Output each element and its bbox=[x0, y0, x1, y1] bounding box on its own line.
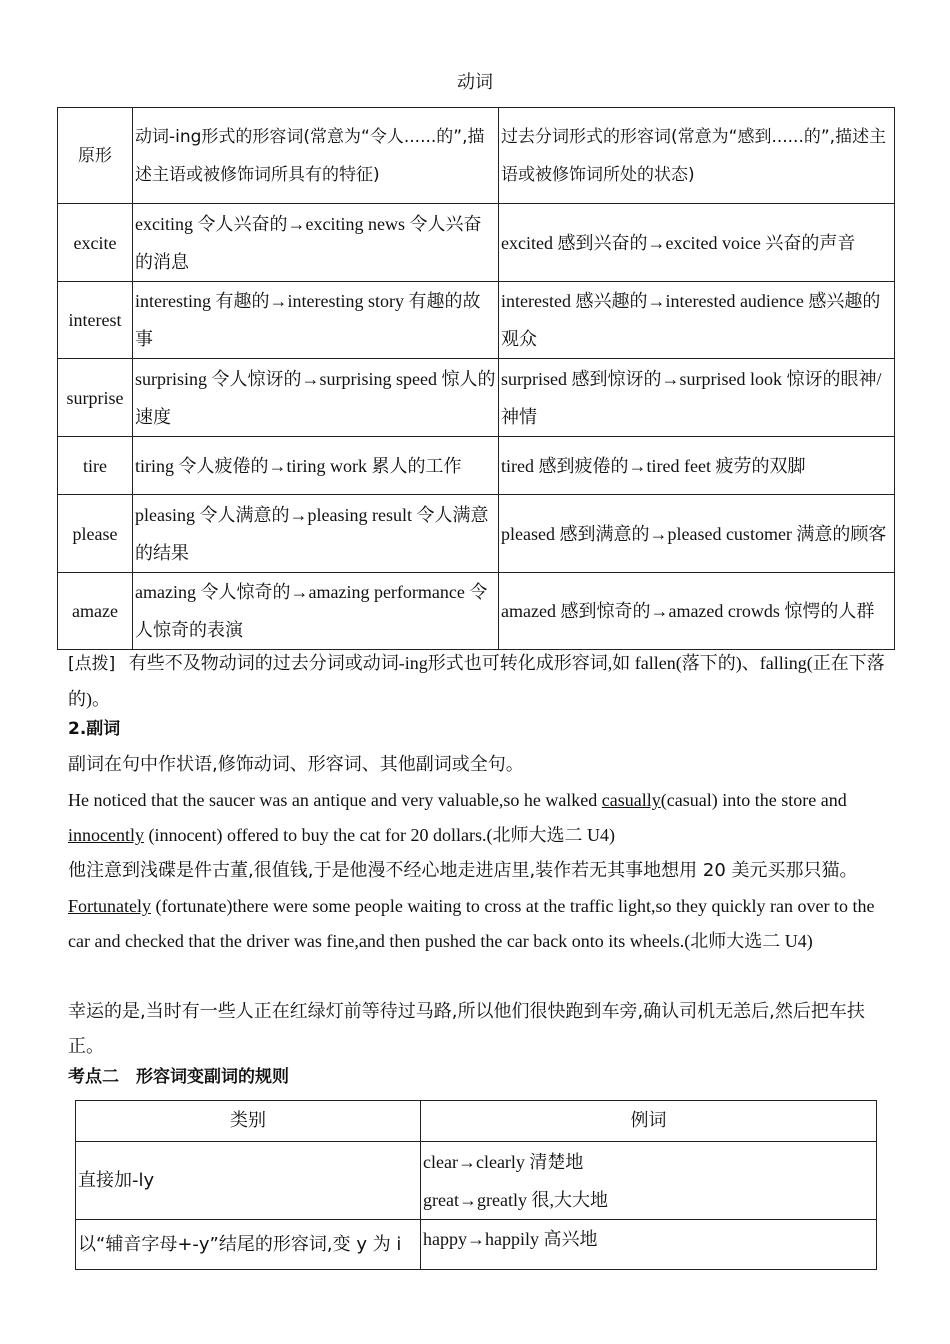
table-row bbox=[58, 204, 895, 282]
row-ed-example: amazed 感到惊奇的→amazed crowds 惊愕的人群 bbox=[499, 573, 895, 650]
row-ing-example: interesting 有趣的→interesting story 有趣的故事 bbox=[133, 282, 499, 359]
table-header-row bbox=[76, 1101, 877, 1142]
verb-adjective-table bbox=[57, 107, 895, 650]
rule-category: 直接加-ly bbox=[76, 1142, 421, 1220]
row-ing-example: amazing 令人惊奇的→amazing performance 令人惊奇的表演 bbox=[133, 573, 499, 650]
row-base-word: interest bbox=[58, 282, 133, 359]
table-header-row bbox=[58, 108, 895, 204]
page-title: 动词 bbox=[457, 72, 493, 93]
example2-text: (fortunate)there were some people waiting to cross at the traffic light,so they quickly ran over to the car and checked that the driver was fine,and then pushed the car back onto its wheels.(北师大选二 U4) bbox=[68, 896, 875, 951]
example1-text-a: He noticed that the saucer was an antique and very valuable,so he walked bbox=[68, 790, 602, 810]
tip-label: [点拨] bbox=[68, 654, 116, 674]
tip-paragraph bbox=[68, 646, 888, 717]
answer-blank-fortunately: Fortunately bbox=[68, 896, 151, 916]
header-category: 类别 bbox=[76, 1101, 421, 1142]
table-row bbox=[58, 495, 895, 573]
row-ing-example: tiring 令人疲倦的→tiring work 累人的工作 bbox=[133, 437, 499, 495]
kaodian-heading: 考点二 形容词变副词的规则 bbox=[68, 1067, 289, 1087]
adverb-definition: 副词在句中作状语,修饰动词、形容词、其他副词或全句。 bbox=[68, 754, 524, 775]
row-base-word: excite bbox=[58, 204, 133, 282]
row-ing-example: exciting 令人兴奋的→exciting news 令人兴奋的消息 bbox=[133, 204, 499, 282]
header-examples: 例词 bbox=[421, 1101, 877, 1142]
example-sentence-2 bbox=[68, 889, 888, 959]
example-item: happy→happily 高兴地 bbox=[423, 1229, 598, 1249]
example1-text-c: (innocent) offered to buy the cat for 20 dollars.(北师大选二 U4) bbox=[143, 825, 616, 845]
rule-category: 以“辅音字母+-y”结尾的形容词,变 y 为 i bbox=[76, 1220, 421, 1270]
rule-examples bbox=[421, 1142, 877, 1220]
row-ed-example: pleased 感到满意的→pleased customer 满意的顾客 bbox=[499, 495, 895, 573]
header-ing-form: 动词-ing形式的形容词(常意为“令人......的”,描述主语或被修饰词所具有的特征) bbox=[133, 108, 499, 204]
table-row bbox=[58, 282, 895, 359]
table-row bbox=[76, 1142, 877, 1220]
table-row bbox=[76, 1220, 877, 1270]
table-row bbox=[58, 573, 895, 650]
header-ed-form: 过去分词形式的形容词(常意为“感到......的”,描述主语或被修饰词所处的状态) bbox=[499, 108, 895, 204]
example-item: great→greatly 很,大大地 bbox=[423, 1189, 608, 1210]
row-base-word: tire bbox=[58, 437, 133, 495]
row-base-word: please bbox=[58, 495, 133, 573]
row-ed-example: interested 感兴趣的→interested audience 感兴趣的观众 bbox=[499, 282, 895, 359]
rule-examples bbox=[421, 1220, 877, 1270]
row-base-word: surprise bbox=[58, 359, 133, 437]
translation-1: 他注意到浅碟是件古董,很值钱,于是他漫不经心地走进店里,装作若无其事地想用 20 美元买那只猫。 bbox=[68, 860, 858, 881]
header-base-form: 原形 bbox=[58, 108, 133, 204]
row-ed-example: excited 感到兴奋的→excited voice 兴奋的声音 bbox=[499, 204, 895, 282]
table-row bbox=[58, 437, 895, 495]
example-sentence-1 bbox=[68, 783, 888, 853]
section-heading-adverb: 2.副词 bbox=[68, 719, 121, 739]
example1-text-b: (casual) into the store and bbox=[660, 790, 847, 810]
row-ed-example: surprised 感到惊讶的→surprised look 惊讶的眼神/神情 bbox=[499, 359, 895, 437]
adjective-to-adverb-table bbox=[75, 1100, 877, 1270]
row-ing-example: surprising 令人惊讶的→surprising speed 惊人的速度 bbox=[133, 359, 499, 437]
answer-blank-casually: casually bbox=[601, 790, 661, 810]
example-item: clear→clearly 清楚地 bbox=[423, 1151, 584, 1172]
translation-2: 幸运的是,当时有一些人正在红绿灯前等待过马路,所以他们很快跑到车旁,确认司机无恙后,然后把车扶正。 bbox=[68, 1001, 865, 1057]
row-ing-example: pleasing 令人满意的→pleasing result 令人满意的结果 bbox=[133, 495, 499, 573]
row-ed-example: tired 感到疲倦的→tired feet 疲劳的双脚 bbox=[499, 437, 895, 495]
table-row bbox=[58, 359, 895, 437]
answer-blank-innocently: innocently bbox=[68, 825, 144, 845]
tip-text: 有些不及物动词的过去分词或动词-ing形式也可转化成形容词,如 fallen(落下的)、falling(正在下落的)。 bbox=[68, 653, 885, 709]
row-base-word: amaze bbox=[58, 573, 133, 650]
